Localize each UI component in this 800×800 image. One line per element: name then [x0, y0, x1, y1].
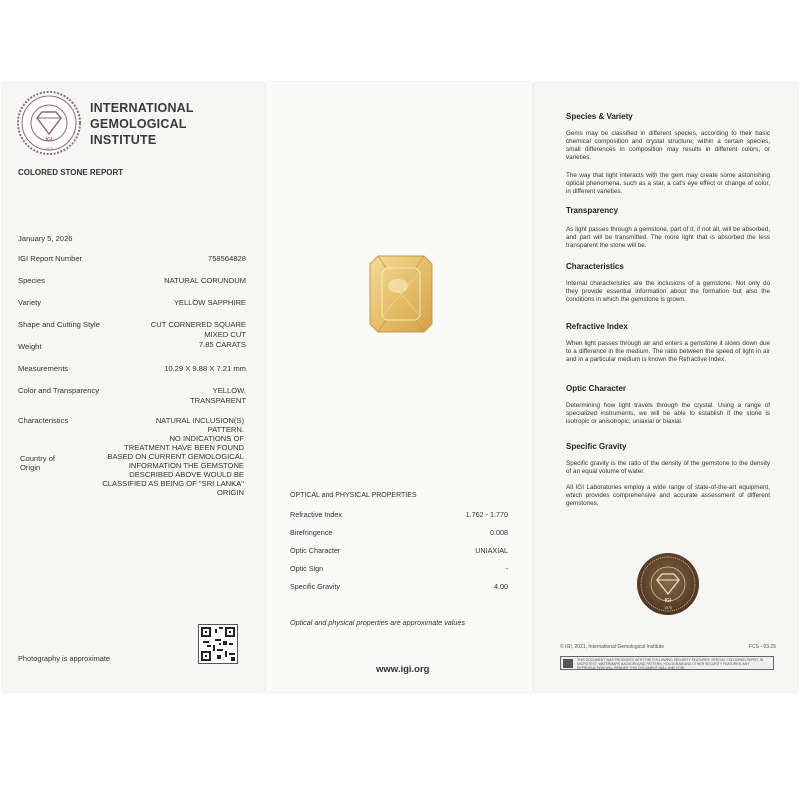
properties-note: Optical and physical properties are approximate values — [290, 618, 465, 627]
gemstone-image — [368, 254, 434, 334]
brand-line-2: GEMOLOGICAL — [90, 117, 187, 131]
igi-seal-icon — [16, 90, 82, 156]
security-icon — [563, 659, 573, 668]
heading-optic-character: Optic Character — [566, 384, 627, 393]
heading-refractive-index: Refractive Index — [566, 322, 628, 331]
copyright: © IGI, 2021, International Gemological Institute — [560, 644, 665, 650]
svg-text:IGI: IGI — [45, 137, 53, 143]
characteristics-value: NATURAL INCLUSION(S) PATTERN. NO INDICATIONS OF TREATMENT HAVE BEEN FOUND BASED ON CURRENT GEMOLOGICAL INFORMATION THE GEMSTONE DESCRIBED ABOVE WOULD BE CLASSIFIED AS BEING OF "SRI LANKA" ORIGIN — [102, 416, 244, 497]
glossary-panel — [534, 82, 798, 692]
text-species-variety-1: Gems may be classified in different species, according to their basic chemical composition and crystal structure; within a certain species, small differences in composition may results in different colors, or varieties. — [566, 130, 770, 161]
report-title: COLORED STONE REPORT — [18, 168, 124, 177]
properties-panel: OPTICAL and PHYSICAL PROPERTIES Refractive Index 1.762 - 1.770 Birefringence 0.008 Optic Character UNIAXIAL Optic Sign - Specific Gravity 4.00 Optical and physical properties are approximate values www.igi.org — [266, 82, 532, 692]
text-species-variety-2: The way that light interacts with the gem may create some astonishing optical phenomena, such as a star, a cat's eye effect or change of color, in different varieties. — [566, 172, 770, 195]
svg-text:1975: 1975 — [664, 606, 672, 610]
form-code: FCS - 03.25 — [749, 644, 776, 650]
security-notice: THIS DOCUMENT WAS PRODUCED WITH THE FOLLOWING SECURITY FEATURES: SPECIAL COLOURED PAPER, IN MICROTEXT, WATERMARK BACKGROUND PATTERN, HOLOGRAM AND OTHER SECURITY FEATURES. ANY REPRODUCTION WILL RENDER THIS DOCUMENT NULL AND VOID. — [560, 656, 774, 670]
text-refractive-index: When light passes through air and enters a gemstone it slows down due to a difference in the medium. The ratio between the speed of light in air and in a particular medium is known the Refractive Index. — [566, 340, 770, 363]
website-link[interactable]: www.igi.org — [376, 664, 430, 675]
brand-line-3: INSTITUTE — [90, 133, 157, 147]
qr-code-icon[interactable] — [198, 624, 238, 664]
text-transparency: As light passes through a gemstone, part of it, if not all, will be absorbed, and part will be transmitted. The more light that is absorbed the less transparent the stone will be. — [566, 226, 770, 249]
heading-specific-gravity: Specific Gravity — [566, 442, 627, 451]
photography-note: Photography is approximate — [18, 654, 111, 663]
svg-text:1975: 1975 — [45, 147, 53, 151]
text-optic-character: Determining how light travels through the crystal. Using a range of specialized instruments, we will be able to establish if the stone is isotropic or anisotropic, uniaxial or biaxial. — [566, 402, 770, 425]
text-specific-gravity-1: Specific gravity is the ratio of the density of the gemstone to the density of an equal volume of water. — [566, 460, 770, 475]
heading-characteristics: Characteristics — [566, 262, 624, 271]
brand-name — [90, 100, 194, 148]
report-panel: IGI 1975 INTERNATIONAL GEMOLOGICAL INSTITUTE COLORED STONE REPORT January 5, 2026 IGI Report Number 758564828 Species NATURAL CORUNDUM Variety YELLOW SAPPHIRE Shape and Cutting Style CUT CORNERED SQUARE MIXED CUT Weight 7.85 CARATS Measurements 10.29 X 9.88 X 7.21 mm Color and Transparency YELLOW, TRANSPARENT Characteristics NATURAL INCLUSION(S) PATTERN. NO INDICATIONS OF TREATMENT HAVE BEEN FOUND BASED ON CURRENT GEMOLOGICAL INFORMATION THE GEMSTONE DESCRIBED ABOVE WOULD BE CLASSIFIED AS BEING OF "SRI LANKA" ORIGIN Country of Origin Photography is approximate — [2, 82, 264, 692]
svg-text:IGI: IGI — [664, 598, 672, 604]
heading-transparency: Transparency — [566, 206, 619, 215]
brand-line-1: INTERNATIONAL — [90, 101, 194, 115]
text-characteristics: Internal characteristics are the inclusions of a gemstone. Not only do they provide essential information about the formation but also the conditions in which the gemstone is grown. — [566, 280, 770, 303]
country-of-origin-label: Country of Origin — [20, 454, 56, 472]
properties-title: OPTICAL and PHYSICAL PROPERTIES — [290, 492, 417, 499]
heading-species-variety: Species & Variety — [566, 112, 633, 121]
igi-gold-seal-icon — [636, 552, 700, 616]
text-specific-gravity-2: All IGI Laboratories employ a wide range of state-of-the-art equipment, which provides comprehensive and accurate assessment of different gemstones. — [566, 484, 770, 507]
